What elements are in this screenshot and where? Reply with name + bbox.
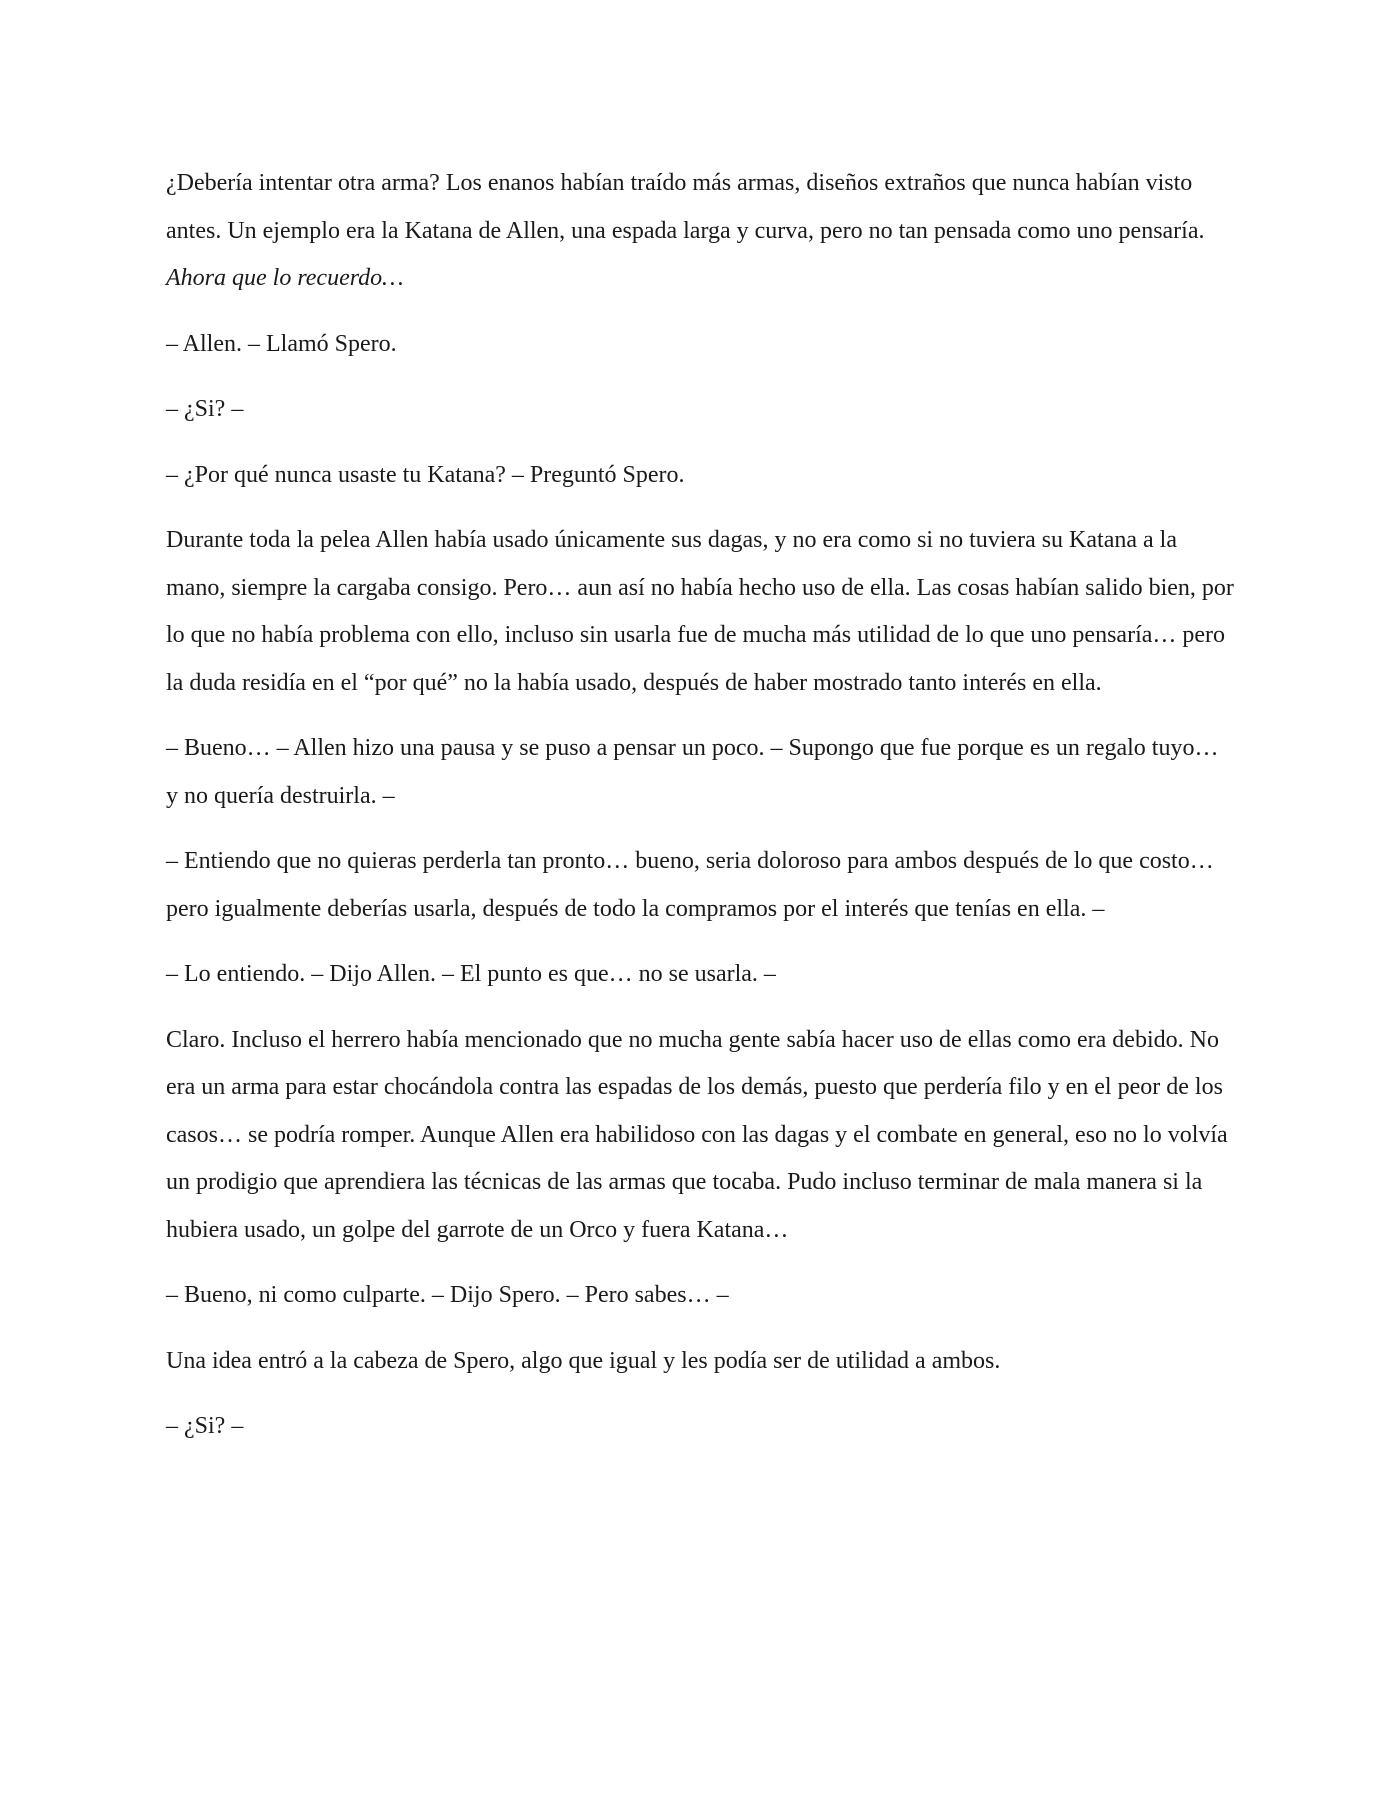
paragraph-10: – Bueno, ni como culparte. – Dijo Spero. – Pero sabes… – — [166, 1282, 729, 1308]
paragraph-1-italic: Ahora que lo recuerdo… — [166, 265, 404, 291]
document-page — [166, 160, 1236, 1469]
paragraph-11: Una idea entró a la cabeza de Spero, algo que igual y les podía ser de utilidad a ambos. — [166, 1347, 1001, 1374]
paragraph-1 — [166, 160, 1236, 303]
paragraph-8: – Lo entiendo. – Dijo Allen. – El punto es que… no se usarla. – — [166, 961, 776, 987]
paragraph-7: – Entiendo que no quieras perderla tan pronto… bueno, seria doloroso para ambos después de lo que costo… pero igualmente deberías usarla, después de todo la compramos por el interés que tenías en ella. – — [166, 848, 1214, 922]
paragraph-5: Durante toda la pelea Allen había usado únicamente sus dagas, y no era como si no tuviera su Katana a la mano, siempre la cargaba consigo. Pero… aun así no había hecho uso de ella. Las cosas habían salido bien, por lo que no había problema con ello, incluso sin usarla fue de mucha más utilidad de lo que uno pensaría… pero la duda residía en el “por qué” no la había usado, después de haber mostrado tanto interés en ella. — [166, 527, 1234, 696]
paragraph-2: – Allen. – Llamó Spero. — [166, 330, 397, 357]
paragraph-3: – ¿Si? – — [166, 396, 244, 422]
paragraph-6: – Bueno… – Allen hizo una pausa y se puso a pensar un poco. – Supongo que fue porque es un regalo tuyo… y no quería destruirla. – — [166, 735, 1219, 809]
paragraph-1-text: ¿Debería intentar otra arma? Los enanos habían traído más armas, diseños extraños que nunca habían visto antes. Un ejemplo era la Katana de Allen, una espada larga y curva, pero no tan pensada como uno pensaría. — [166, 170, 1205, 244]
paragraph-12: – ¿Si? – — [166, 1413, 244, 1439]
paragraph-9: Claro. Incluso el herrero había mencionado que no mucha gente sabía hacer uso de ellas como era debido. No era un arma para estar chocándola contra las espadas de los demás, puesto que perdería filo y en el peor de los casos… se podría romper. Aunque Allen era habilidoso con las dagas y el combate en general, eso no lo volvía un prodigio que aprendiera las técnicas de las armas que tocaba. Pudo incluso terminar de mala manera si la hubiera usado, un golpe del garrote de un Orco y fuera Katana… — [166, 1026, 1228, 1243]
paragraph-4: – ¿Por qué nunca usaste tu Katana? – Preguntó Spero. — [166, 461, 685, 488]
